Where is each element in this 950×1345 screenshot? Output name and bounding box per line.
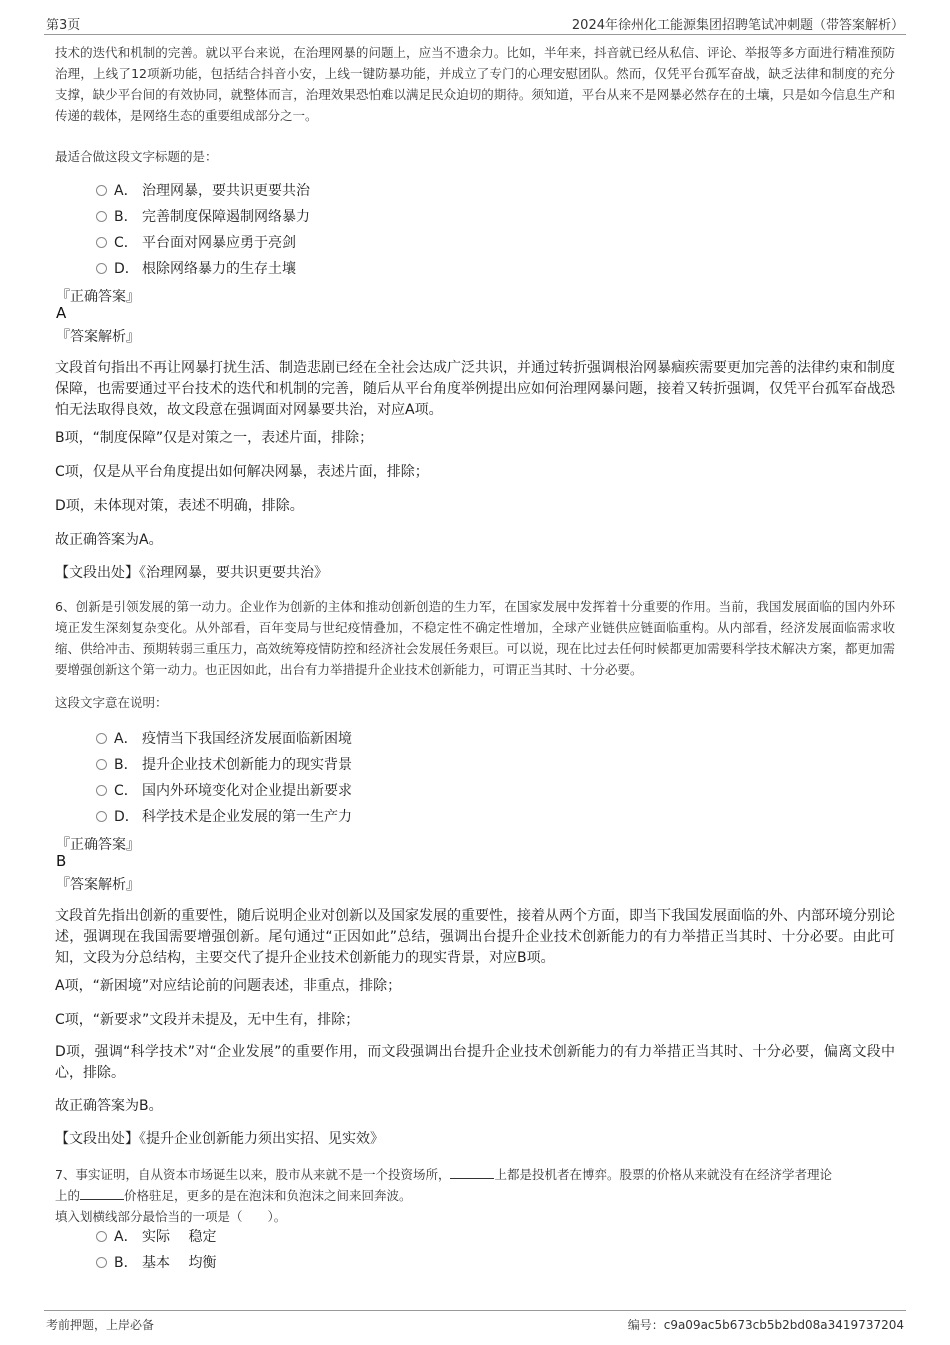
q6-answer-label: 『正确答案』 (56, 837, 140, 853)
q5-analysis-b: B项，“制度保障”仅是对策之一，表述片面，排除； (55, 430, 374, 446)
q6-stem: 这段文字意在说明： (55, 695, 168, 710)
radio-icon[interactable] (96, 785, 107, 796)
fill-blank-2 (80, 1185, 124, 1200)
q6-answer: B (56, 852, 67, 870)
q5-option-c[interactable]: C． 平台面对网暴应勇于亮剑 (96, 232, 296, 254)
page-content (0, 30, 950, 1308)
q5-passage-tail: 技术的迭代和机制的完善。就以平台来说，在治理网暴的问题上，应当不遗余力。比如，半年来，抖音就已经从私信、评论、举报等多方面进行精准预防治理，上线了12项新功能，包括结合抖音小安，上线一键防暴功能，并成立了专门的心理安慰团队。然而，仅凭平台孤军奋战，缺乏法律和制度的充分支撑，缺少平台间的有效协同，就整体而言，治理效果恐怕难以满足民众迫切的期待。须知道，平台从来不是网暴必然存在的土壤，只是如今信息生产和传递的载体，是网络生态的重要组成部分之一。 (55, 45, 895, 123)
q6-option-b[interactable]: B． 提升企业技术创新能力的现实背景 (96, 754, 352, 776)
q6-analysis-a: A项，“新困境”对应结论前的问题表述，非重点，排除； (55, 978, 402, 994)
q5-answer-label: 『正确答案』 (56, 289, 140, 305)
q5-analysis-label: 『答案解析』 (56, 329, 140, 345)
radio-icon[interactable] (96, 759, 107, 770)
radio-icon[interactable] (96, 237, 107, 248)
document-title: 2024年徐州化工能源集团招聘笔试冲刺题（带答案解析） (571, 18, 904, 33)
radio-icon[interactable] (96, 1257, 107, 1268)
radio-icon[interactable] (96, 1231, 107, 1242)
q5-source: 【文段出处】《治理网暴，要共识更要共治》 (55, 565, 328, 581)
q6-analysis-label: 『答案解析』 (56, 877, 140, 893)
page-footer (44, 1310, 906, 1337)
q6-passage: 6、创新是引领发展的第一动力。企业作为创新的主体和推动创新创造的生力军，在国家发展中发挥着十分重要的作用。当前，我国发展面临的国内外环境正发生深刻复杂变化。从外部看，百年变局与世纪疫情叠加，不稳定性不确定性增加，全球产业链供应链面临重构。从内部看，经济发展面临需求收缩、供给冲击、预期转弱三重压力，高效统筹疫情防控和经济社会发展任务艰巨。可以说，现在比过去任何时候都更加需要科学技术解决方案，都更加需要增强创新这个第一动力。也正因如此，出台有力举措提升企业技术创新能力，可谓正当其时、十分必要。 (55, 599, 895, 677)
q6-analysis-d: D项，强调“科学技术”对“企业发展”的重要作用，而文段强调出台提升企业技术创新能力的有力举措正当其时、十分必要，偏离文段中心，排除。 (55, 1044, 895, 1081)
radio-icon[interactable] (96, 211, 107, 222)
page-number: 第3页 (46, 18, 81, 33)
q7-option-a[interactable]: A． 实际 稳定 (96, 1226, 216, 1248)
document-code: 编号：c9a09ac5b673cb5b2bd08a3419737204 (627, 1318, 904, 1332)
q5-analysis-main: 文段首句指出不再让网暴打扰生活、制造悲剧已经在全社会达成广泛共识，并通过转折强调根治网暴痼疾需要更加完善的法律约束和制度保障，也需要通过平台技术的迭代和机制的完善，随后从平台角度举例提出应如何治理网暴问题，接着又转折强调，仅凭平台孤军奋战恐怕无法取得良效，故文段意在强调面对网暴要共治，对应A项。 (55, 360, 895, 418)
radio-icon[interactable] (96, 811, 107, 822)
q5-option-b[interactable]: B． 完善制度保障遏制网络暴力 (96, 206, 310, 228)
q7-stem: 填入划横线部分最恰当的一项是（ ）。 (55, 1209, 287, 1224)
q5-conclusion: 故正确答案为A。 (55, 532, 163, 548)
q7-option-b[interactable]: B． 基本 均衡 (96, 1252, 216, 1274)
q6-conclusion: 故正确答案为B。 (55, 1098, 163, 1114)
q6-source: 【文段出处】《提升企业创新能力须出实招、见实效》 (55, 1131, 384, 1147)
q5-option-a[interactable]: A． 治理网暴，要共识更要共治 (96, 180, 310, 202)
fill-blank-1 (450, 1164, 494, 1179)
q5-answer: A (56, 304, 67, 322)
q6-option-a[interactable]: A． 疫情当下我国经济发展面临新困境 (96, 728, 352, 750)
footer-slogan: 考前押题，上岸必备 (46, 1318, 155, 1332)
q5-option-d[interactable]: D． 根除网络暴力的生存土壤 (96, 258, 296, 280)
q5-analysis-c: C项，仅是从平台角度提出如何解决网暴，表述片面，排除； (55, 464, 429, 480)
radio-icon[interactable] (96, 263, 107, 274)
radio-icon[interactable] (96, 733, 107, 744)
q5-analysis-d: D项，未体现对策，表述不明确，排除。 (55, 498, 304, 514)
radio-icon[interactable] (96, 185, 107, 196)
q7-passage: 7、事实证明，自从资本市场诞生以来，股市从来就不是一个投资场所， 上都是投机者在博弈。股票的价格从来就没有在经济学者理论 上的 价格驻足，更多的是在泡沫和负泡沫之间来回奔波。 填入划横线部分最恰当的一项是（ ）。 (55, 1164, 895, 1227)
q6-analysis-main: 文段首先指出创新的重要性，随后说明企业对创新以及国家发展的重要性，接着从两个方面，即当下我国发展面临的外、内部环境分别论述，强调现在我国需要增强创新。尾句通过“正因如此”总结，强调出台提升企业技术创新能力的有力举措正当其时、十分必要。由此可知，文段为分总结构，主要交代了提升企业技术创新能力的现实背景，对应B项。 (55, 908, 895, 966)
q6-option-d[interactable]: D． 科学技术是企业发展的第一生产力 (96, 806, 352, 828)
q5-stem: 最适合做这段文字标题的是： (55, 149, 218, 164)
q6-option-c[interactable]: C． 国内外环境变化对企业提出新要求 (96, 780, 352, 802)
q6-analysis-c: C项，“新要求”文段并未提及，无中生有，排除； (55, 1012, 360, 1028)
